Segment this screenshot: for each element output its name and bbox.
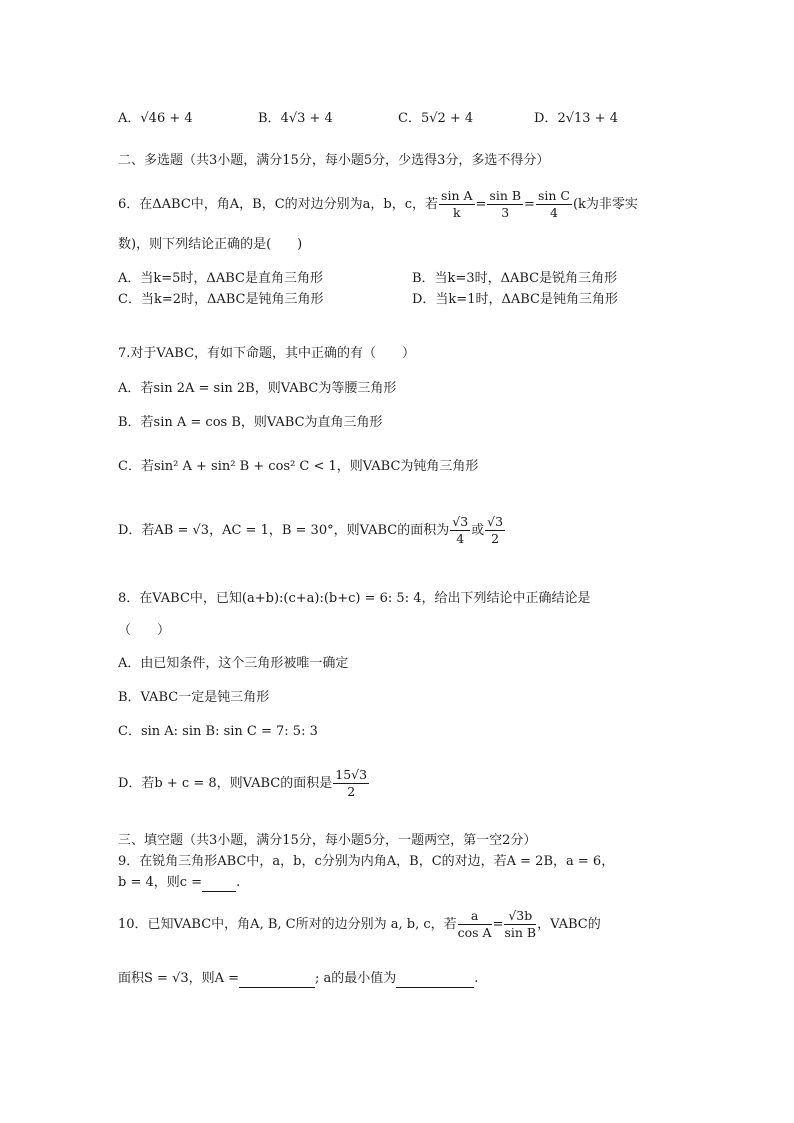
q7-option-b: B．若sin A = cos B，则VABC为直角三角形 — [118, 415, 383, 430]
q9-line2-end: . — [236, 875, 241, 890]
q9-line1: 9．在锐角三角形ABC中，a，b，c分别为内角A，B，C的对边，若A = 2B，a = 6， — [118, 854, 615, 869]
q6-option-b: B．当k=3时，ΔABC是锐角三角形 — [412, 271, 618, 286]
option-expr: 2√13 + 4 — [557, 111, 618, 126]
option-label: B． — [258, 111, 281, 126]
q6-fraction-3 — [536, 188, 572, 221]
q7-fraction-1 — [450, 514, 470, 547]
q8-option-a: A．由已知条件，这个三角形被唯一确定 — [118, 656, 349, 671]
q10-line2-mid: ; a的最小值为 — [315, 971, 397, 986]
q7-d-text: D．若AB = √3，AC = 1，B = 30°，则VABC的面积为 — [118, 523, 450, 538]
q10-text: 10．已知VABC中，角A, B, C所对的边分别为 a, b, c，若 — [118, 917, 457, 932]
denominator: cos A — [457, 925, 492, 940]
q6-text-b: (k为非零实 — [572, 197, 638, 212]
q6-stem-line1 — [118, 188, 638, 221]
q10-line2-text: 面积S = √3，则A = — [118, 971, 240, 986]
q7-option-d — [118, 514, 506, 547]
q5-option-d — [534, 110, 618, 128]
option-label: D． — [534, 111, 558, 126]
q7-option-a: A．若sin 2A = sin 2B，则VABC为等腰三角形 — [118, 381, 397, 396]
q8-fraction-1 — [333, 767, 369, 800]
q5-option-a — [118, 110, 193, 128]
q8-d-text: D．若b + c = 8，则VABC的面积是 — [118, 776, 333, 791]
denominator: 3 — [501, 205, 510, 220]
q10-answer-blank-1[interactable] — [239, 973, 315, 988]
equals: = — [475, 197, 487, 212]
option-expr: 4√3 + 4 — [280, 111, 333, 126]
denominator: 2 — [347, 784, 356, 799]
section-3-header: 三、填空题（共3小题，满分15分，每小题5分，一题两空，第一空2分） — [118, 833, 537, 848]
denominator: 4 — [549, 205, 558, 220]
q9-answer-blank[interactable] — [202, 877, 236, 892]
denominator: 2 — [491, 531, 500, 546]
equals: = — [524, 197, 535, 212]
q7-d-or: 或 — [471, 523, 485, 538]
q5-option-b — [258, 110, 333, 128]
q6-option-a: A．当k=5时，ΔABC是直角三角形 — [118, 271, 323, 286]
q8-stem: 8．在VABC中，已知(a+b):(c+a):(b+c) = 6: 5: 4，给出下列结论中正确结论是 — [118, 591, 591, 606]
denominator: 4 — [456, 531, 465, 546]
q8-option-c: C．sin A: sin B: sin C = 7: 5: 3 — [118, 724, 318, 739]
denominator: sin B — [504, 925, 537, 940]
q10-text-post: ，VABC的 — [537, 917, 601, 932]
numerator: sin A — [441, 188, 473, 203]
q6-fraction-2 — [487, 188, 523, 221]
q6-option-c: C．当k=2时，ΔABC是钝角三角形 — [118, 292, 324, 307]
denominator: k — [452, 205, 461, 220]
q7-stem: 7.对于VABC，有如下命题，其中正确的有（ ） — [118, 346, 416, 361]
q6-option-d: D．当k=1时，ΔABC是钝角三角形 — [412, 292, 618, 307]
q5-option-c — [398, 110, 473, 128]
q10-line2 — [118, 970, 478, 988]
q6-fraction-1 — [439, 188, 474, 221]
q8-option-b: B．VABC一定是钝三角形 — [118, 690, 270, 705]
q10-line2-end: . — [474, 971, 479, 986]
option-label: C． — [398, 111, 421, 126]
q7-option-c: C．若sin² A + sin² B + cos² C < 1，则VABC为钝角三角形 — [118, 459, 479, 474]
q6-text-a: 6．在ΔABC中，角A，B，C的对边分别为a，b，c，若 — [118, 197, 439, 212]
q10-answer-blank-2[interactable] — [396, 973, 474, 988]
q7-fraction-2 — [485, 514, 505, 547]
q6-stem-line2: 数)，则下列结论正确的是( ) — [118, 237, 303, 252]
q9-line2-text: b = 4，则c = — [118, 875, 203, 890]
q10-line1 — [118, 908, 601, 941]
numerator: sin B — [489, 188, 522, 203]
q10-fraction-1 — [458, 908, 492, 941]
numerator: √3b — [504, 908, 536, 925]
option-expr: √46 + 4 — [140, 111, 193, 126]
equals: = — [492, 917, 504, 932]
q9-line2 — [118, 874, 240, 892]
option-label: A． — [118, 111, 141, 126]
q8-stem-line2: （ ） — [118, 623, 171, 638]
numerator: 15√3 — [335, 767, 368, 782]
numerator: a — [458, 908, 492, 925]
q8-option-d — [118, 767, 370, 800]
option-expr: 5√2 + 4 — [420, 111, 474, 126]
numerator: √3 — [487, 514, 504, 529]
numerator: √3 — [452, 514, 469, 529]
q10-fraction-2 — [504, 908, 536, 941]
section-2-header: 二、多选题（共3小题，满分15分，每小题5分，少选得3分，多选不得分） — [118, 153, 550, 168]
numerator: sin C — [537, 188, 570, 203]
